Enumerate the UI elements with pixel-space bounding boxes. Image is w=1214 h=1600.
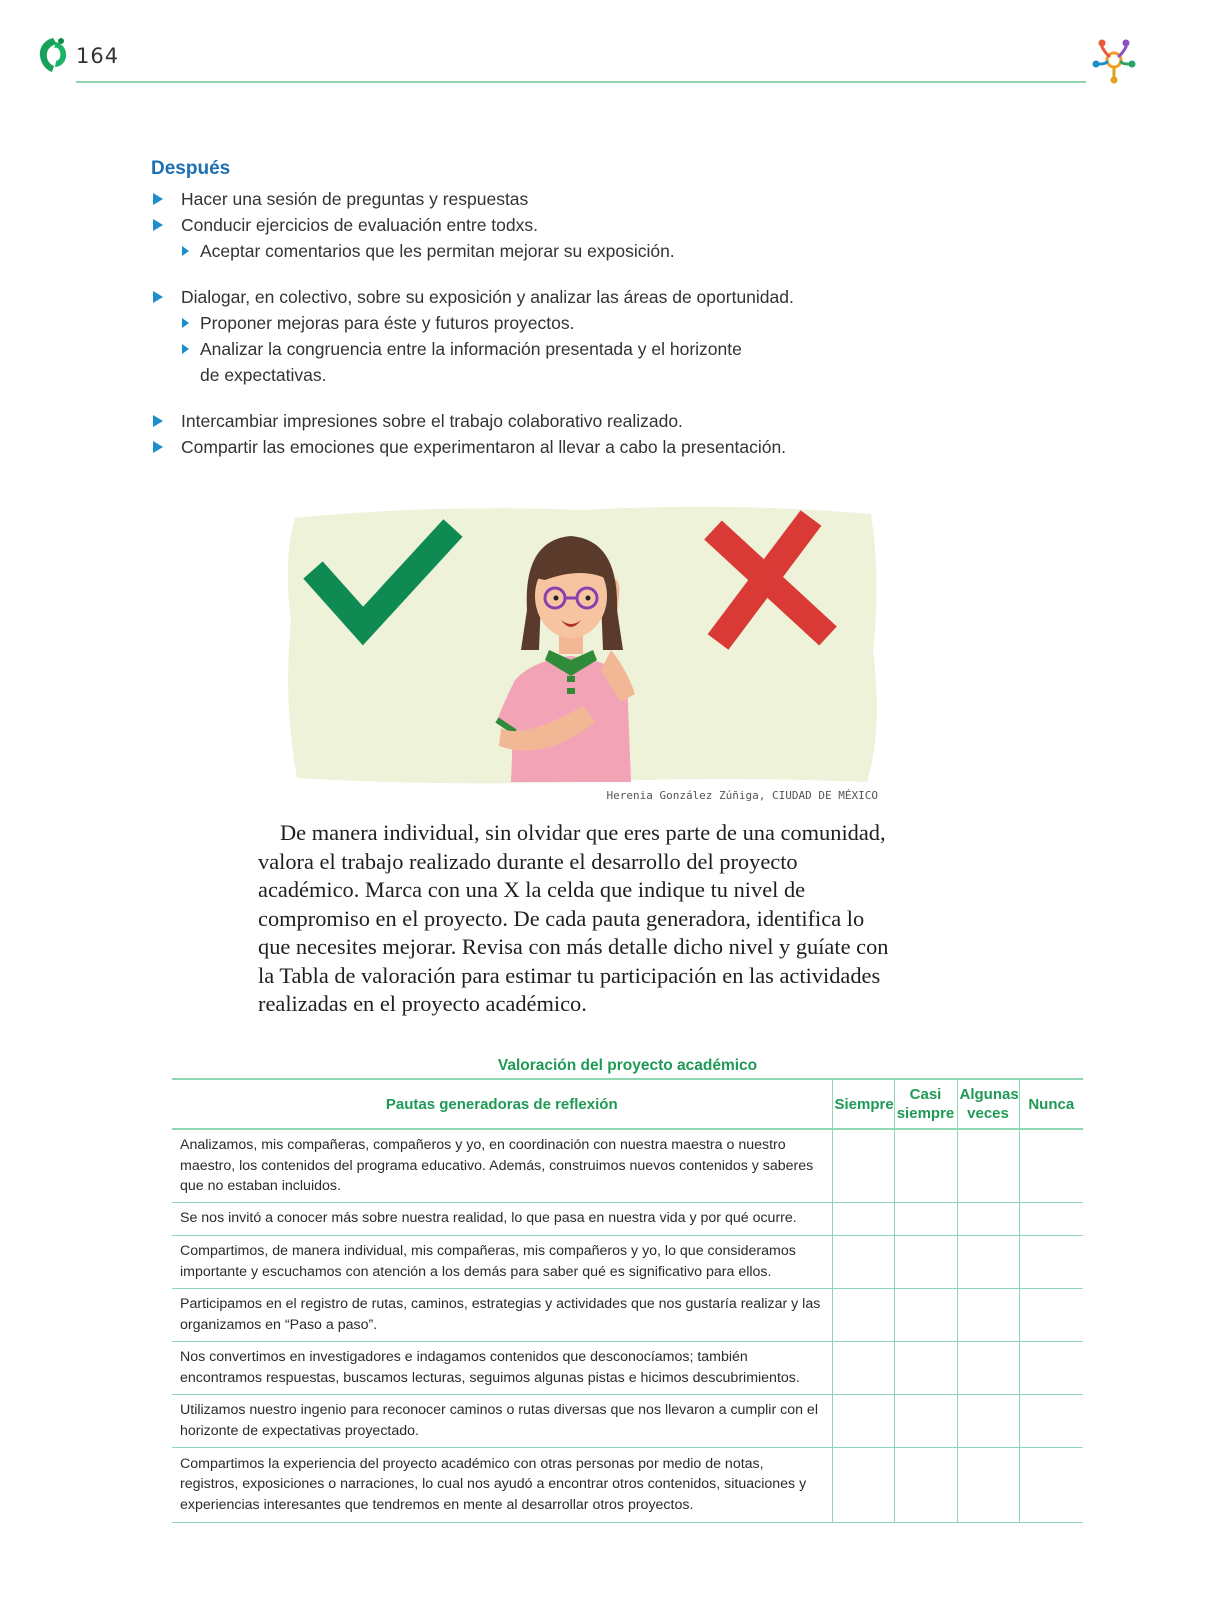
header-casi-siempre: Casi siempre — [894, 1079, 957, 1129]
bullet-item — [151, 284, 971, 310]
sub-bullet-item — [151, 336, 971, 362]
bullet-triangle-icon — [153, 291, 163, 303]
pauta-cell: Participamos en el registro de rutas, caminos, estrategias y actividades que nos gustaría realizar y las organizamos en “Paso a paso”. — [172, 1288, 832, 1341]
instruction-paragraph: De manera individual, sin olvidar que eres parte de una comunidad, valora el trabajo realizado durante el desarrollo del proyecto académico. Marca con una X la celda que indique tu nivel de compromiso en el proyecto. De cada pauta generadora, identifica lo que necesites mejorar. Revisa con más detalle dicho nivel y guíate con la Tabla de valoración para estimar tu participación en las actividades realizadas en el proyecto académico. — [258, 820, 889, 1016]
bullet-text: Hacer una sesión de preguntas y respuestas — [181, 189, 529, 209]
table-row — [172, 1202, 1083, 1235]
rating-cell-casi-siempre[interactable] — [894, 1447, 957, 1522]
header-algunas-veces: Algunas veces — [957, 1079, 1019, 1129]
pauta-cell: Compartimos, de manera individual, mis compañeras, mis compañeros y yo, lo que consideramos importante y escuchamos con atención a los demás para saber qué es significativo para ellos. — [172, 1235, 832, 1288]
sub-bullet-triangle-icon — [182, 344, 189, 354]
evaluation-table — [172, 1078, 1083, 1523]
header-pautas: Pautas generadoras de reflexión — [172, 1079, 832, 1129]
rating-cell-algunas-veces[interactable] — [957, 1341, 1019, 1394]
bullet-text: Dialogar, en colectivo, sobre su exposición y analizar las áreas de oportunidad. — [181, 287, 794, 307]
rating-cell-nunca[interactable] — [1019, 1394, 1083, 1447]
pauta-cell: Compartimos la experiencia del proyecto académico con otras personas por medio de notas, registros, exposiciones o narraciones, lo cual nos ayudó a encontrar otros contenidos, situaciones y experiencias interesantes que tendremos en mente al desarrollar otros proyectos. — [172, 1447, 832, 1522]
rating-cell-nunca[interactable] — [1019, 1447, 1083, 1522]
rating-cell-nunca[interactable] — [1019, 1288, 1083, 1341]
pauta-cell: Nos convertimos en investigadores e indagamos contenidos que desconocíamos; también encontramos respuestas, buscamos lecturas, seguimos algunas pistas e hicimos descubrimientos. — [172, 1341, 832, 1394]
bullet-triangle-icon — [153, 219, 163, 231]
sub-bullet-text: de expectativas. — [200, 365, 327, 385]
rating-cell-siempre[interactable] — [832, 1235, 894, 1288]
bullet-text: Compartir las emociones que experimentaron al llevar a cabo la presentación. — [181, 437, 787, 457]
bullet-triangle-icon — [153, 415, 163, 427]
rating-cell-siempre[interactable] — [832, 1394, 894, 1447]
sub-bullet-triangle-icon — [182, 318, 189, 328]
pauta-cell: Utilizamos nuestro ingenio para reconocer caminos o rutas diversas que nos llevaron a cumplir con el horizonte de expectativas proyectado. — [172, 1394, 832, 1447]
illustration-credit: Herenia González Zúñiga, CIUDAD DE MÉXICO — [606, 789, 878, 802]
rating-cell-siempre[interactable] — [832, 1288, 894, 1341]
sub-bullet-item — [151, 238, 971, 264]
sub-bullet-text: Analizar la congruencia entre la información presentada y el horizonte — [200, 339, 742, 359]
rating-cell-nunca[interactable] — [1019, 1129, 1083, 1202]
rating-cell-casi-siempre[interactable] — [894, 1288, 957, 1341]
rating-cell-siempre[interactable] — [832, 1341, 894, 1394]
rating-cell-algunas-veces[interactable] — [957, 1235, 1019, 1288]
page-number: 164 — [76, 44, 120, 68]
pauta-cell: Analizamos, mis compañeras, compañeros y yo, en coordinación con nuestra maestra o nuestro maestro, los contenidos del programa educativo. Además, construimos nuevos contenidos y saberes que no estaban incluidos. — [172, 1129, 832, 1202]
rating-cell-casi-siempre[interactable] — [894, 1235, 957, 1288]
bullet-text: Conducir ejercicios de evaluación entre todxs. — [181, 215, 538, 235]
rating-cell-algunas-veces[interactable] — [957, 1394, 1019, 1447]
section-title-despues: Después — [151, 158, 231, 179]
rating-cell-siempre[interactable] — [832, 1129, 894, 1202]
bullet-text: Intercambiar impresiones sobre el trabajo colaborativo realizado. — [181, 411, 683, 431]
table-row — [172, 1341, 1083, 1394]
table-header-row — [172, 1079, 1083, 1129]
sub-bullet-item — [151, 310, 971, 336]
rating-cell-algunas-veces[interactable] — [957, 1129, 1019, 1202]
header-nunca: Nunca — [1019, 1079, 1083, 1129]
sub-bullet-text: Proponer mejoras para éste y futuros proyectos. — [200, 313, 575, 333]
table-row — [172, 1394, 1083, 1447]
rating-cell-casi-siempre[interactable] — [894, 1202, 957, 1235]
despues-bullet-list — [151, 186, 971, 460]
sub-bullet-continuation — [151, 362, 971, 388]
rating-cell-casi-siempre[interactable] — [894, 1394, 957, 1447]
bullet-triangle-icon — [153, 193, 163, 205]
bullet-triangle-icon — [153, 441, 163, 453]
girl-check-cross-illustration — [283, 500, 881, 786]
bullet-item — [151, 434, 971, 460]
community-emblem-icon — [1088, 34, 1140, 86]
header-siempre: Siempre — [832, 1079, 894, 1129]
table-row — [172, 1447, 1083, 1522]
rating-cell-nunca[interactable] — [1019, 1202, 1083, 1235]
rating-cell-casi-siempre[interactable] — [894, 1341, 957, 1394]
table-row — [172, 1235, 1083, 1288]
rating-cell-nunca[interactable] — [1019, 1235, 1083, 1288]
bullet-item — [151, 212, 971, 238]
rating-cell-nunca[interactable] — [1019, 1341, 1083, 1394]
table-row — [172, 1129, 1083, 1202]
pauta-cell: Se nos invitó a conocer más sobre nuestra realidad, lo que pasa en nuestra vida y por qué ocurre. — [172, 1202, 832, 1235]
rating-cell-algunas-veces[interactable] — [957, 1447, 1019, 1522]
rating-cell-algunas-veces[interactable] — [957, 1288, 1019, 1341]
table-title: Valoración del proyecto académico — [497, 1057, 758, 1074]
rating-cell-algunas-veces[interactable] — [957, 1202, 1019, 1235]
sub-bullet-triangle-icon — [182, 246, 189, 256]
table-row — [172, 1288, 1083, 1341]
bullet-item — [151, 186, 971, 212]
rating-cell-siempre[interactable] — [832, 1447, 894, 1522]
rating-cell-casi-siempre[interactable] — [894, 1129, 957, 1202]
bullet-item — [151, 408, 971, 434]
header-rule — [76, 81, 1086, 83]
rating-cell-siempre[interactable] — [832, 1202, 894, 1235]
sub-bullet-text: Aceptar comentarios que les permitan mejorar su exposición. — [200, 241, 675, 261]
leaf-logo-icon — [36, 36, 70, 74]
